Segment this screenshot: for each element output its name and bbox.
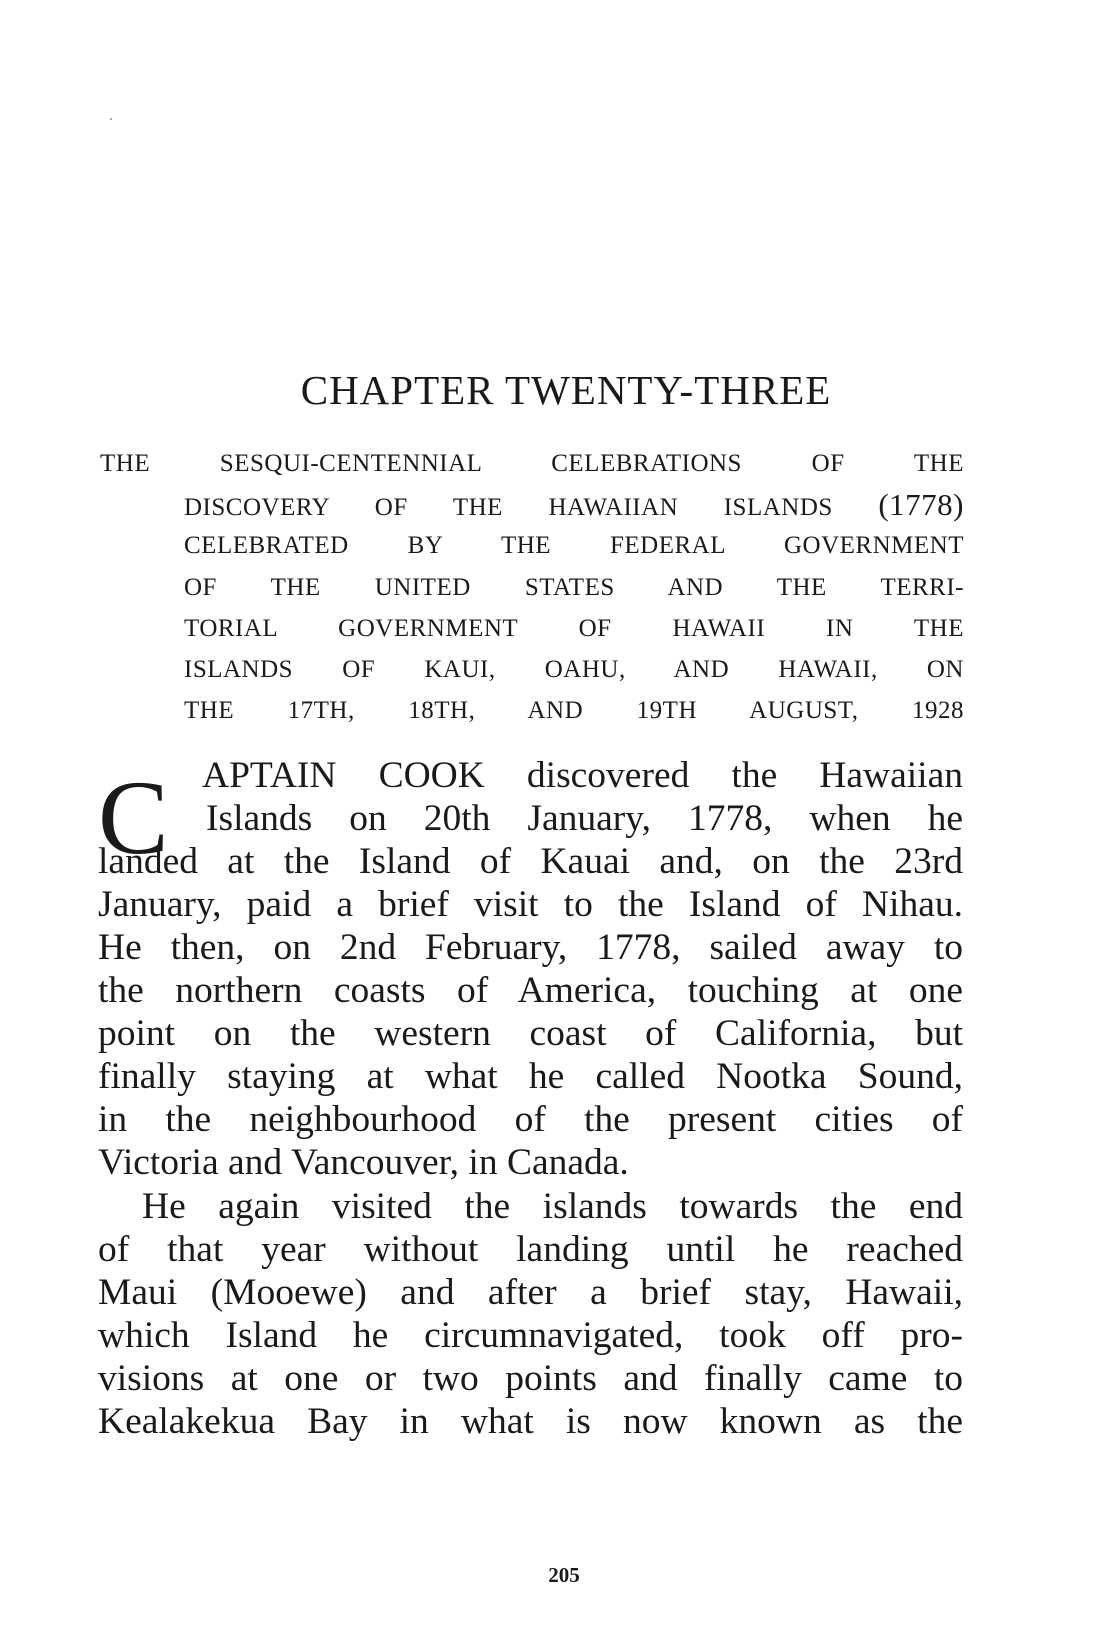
paragraph-line: which Island he circumnavigated, took off pro- — [98, 1315, 963, 1356]
summary-line: TORIAL GOVERNMENT OF HAWAII IN THE — [184, 615, 964, 642]
paragraph-line: finally staying at what he called Nootka Sound, — [98, 1056, 963, 1097]
paragraph-line: point on the western coast of California, but — [98, 1013, 963, 1054]
paragraph-line: Victoria and Vancouver, in Canada. — [98, 1142, 629, 1183]
paragraph-line: January, paid a brief visit to the Island of Nihau. — [98, 884, 963, 925]
paragraph-line: the northern coasts of America, touching at one — [98, 970, 963, 1011]
page-number: 205 — [548, 1563, 580, 1587]
summary-line: THE SESQUI-CENTENNIAL CELEBRATIONS OF THE — [100, 450, 964, 477]
paragraph-line: He again visited the islands towards the end — [142, 1186, 963, 1227]
paragraph-line: visions at one or two points and finally came to — [98, 1358, 963, 1399]
scan-speck — [110, 118, 112, 120]
paragraph-line: of that year without landing until he reached — [98, 1229, 963, 1270]
summary-line: OF THE UNITED STATES AND THE TERRI- — [184, 574, 964, 601]
summary-line-text: DISCOVERY OF THE HAWAIIAN ISLANDS — [184, 494, 833, 521]
paragraph-line: in the neighbourhood of the present cities of — [98, 1099, 963, 1140]
summary-line — [184, 489, 964, 524]
summary-line: ISLANDS OF KAUI, OAHU, AND HAWAII, ON — [184, 656, 964, 683]
paragraph-line: Kealakekua Bay in what is now known as the — [98, 1401, 963, 1442]
paragraph-line: He then, on 2nd February, 1778, sailed away to — [98, 927, 963, 968]
paragraph-line: Islands on 20th January, 1778, when he — [206, 798, 963, 839]
summary-line: THE 17TH, 18TH, AND 19TH AUGUST, 1928 — [184, 697, 964, 724]
paragraph-line: APTAIN COOK discovered the Hawaiian — [202, 755, 963, 796]
paragraph-line: landed at the Island of Kauai and, on the 23rd — [98, 841, 963, 882]
paragraph-line: Maui (Mooewe) and after a brief stay, Hawaii, — [98, 1272, 963, 1313]
drop-cap: C — [98, 759, 169, 876]
summary-line: CELEBRATED BY THE FEDERAL GOVERNMENT — [184, 532, 964, 559]
summary-year: (1778) — [878, 487, 964, 522]
chapter-title: CHAPTER TWENTY-THREE — [300, 367, 832, 413]
